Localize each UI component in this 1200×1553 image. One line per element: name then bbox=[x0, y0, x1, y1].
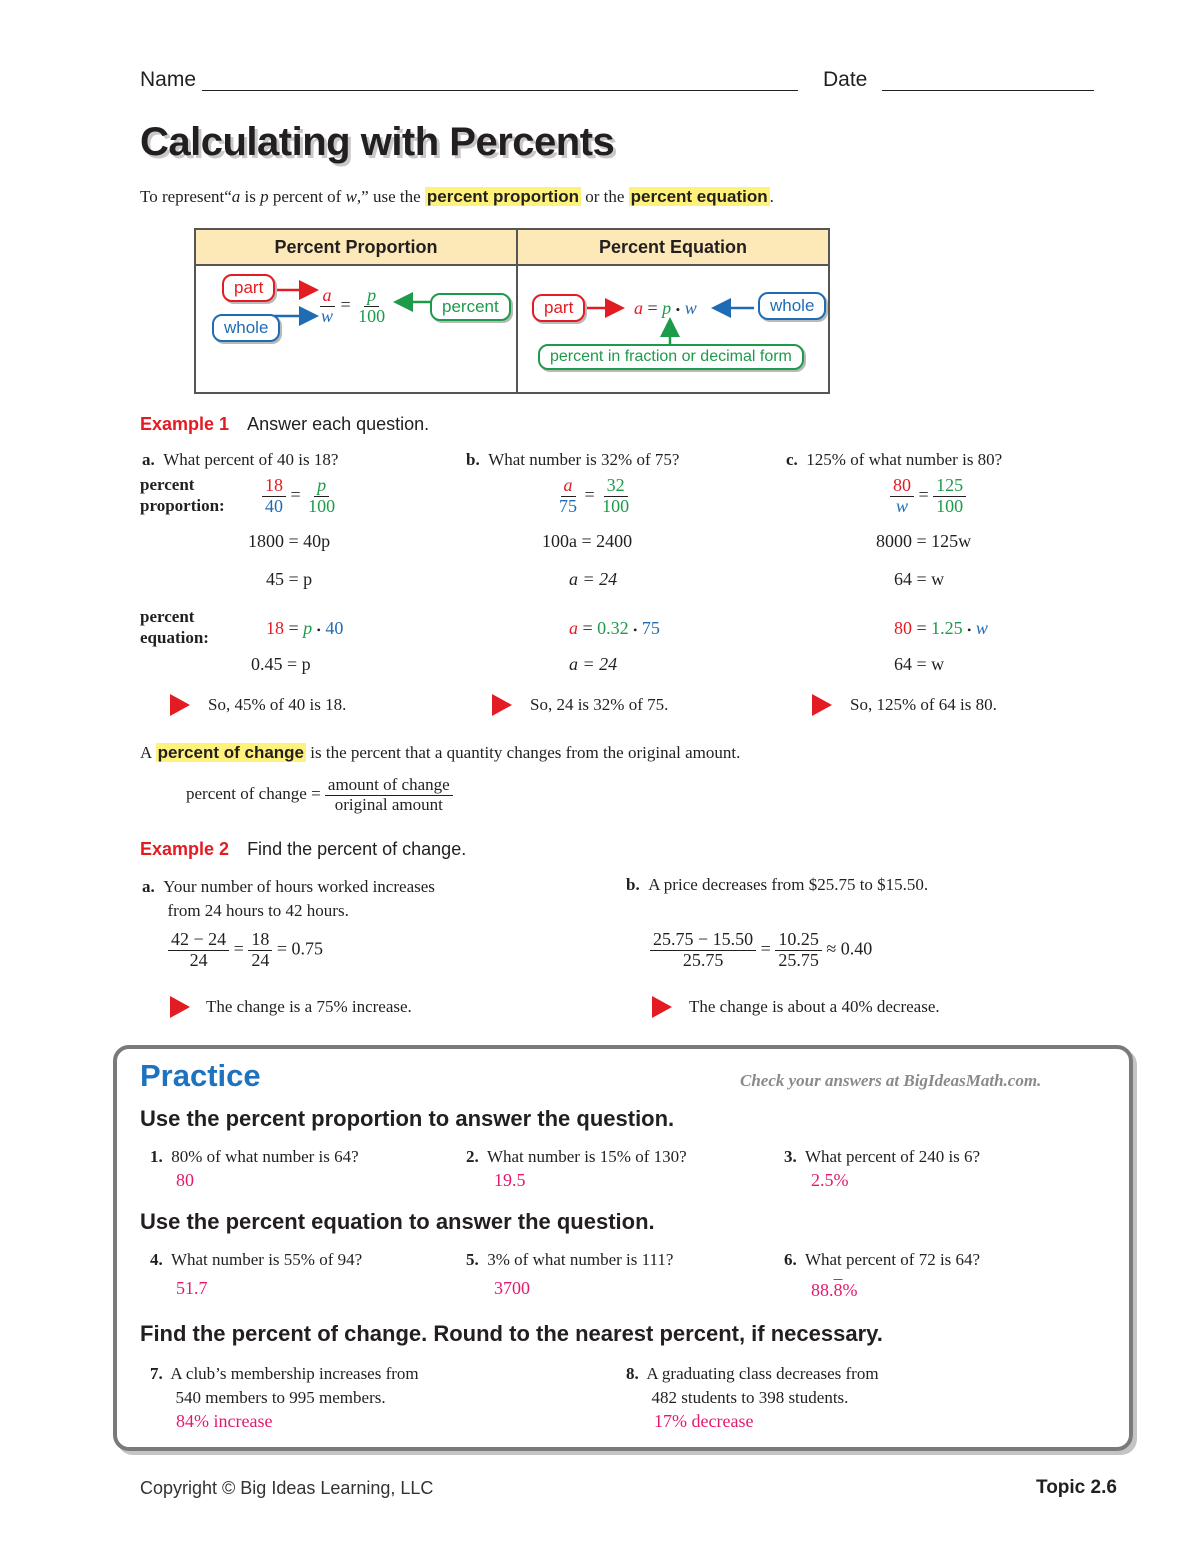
practice-item-4: 4. What number is 55% of 94? bbox=[150, 1250, 363, 1269]
ex2-a-answer-arrow-icon bbox=[170, 996, 190, 1023]
ex1-question-b: b. What number is 32% of 75? bbox=[466, 450, 680, 469]
ex1-b-answer: So, 24 is 32% of 75. bbox=[530, 695, 669, 714]
ex2-b-calculation: $\frac{25.75 - 15.50}{25.75}$ = $\frac{10.25}{25.75}$ ≈ 0.40 bbox=[650, 930, 872, 971]
ex2-b-answer: The change is about a 40% decrease. bbox=[689, 997, 940, 1016]
row-label-proportion: percent proportion: bbox=[140, 475, 225, 515]
ex1-a-proportion: $\frac{18}{40}$ = $\frac{p}{100}$ bbox=[262, 476, 338, 517]
practice-item-8: 8. A graduating class decreases from 482 students to 398 students. bbox=[626, 1364, 879, 1407]
proportion-formula: $\frac{a}{w}$ = $\frac{p}{100}$ bbox=[321, 285, 386, 326]
practice-answer-1: 80 bbox=[176, 1170, 194, 1190]
practice-item-2: 2. What number is 15% of 130? bbox=[466, 1147, 687, 1166]
check-answers-note: Check your answers at BigIdeasMath.com. bbox=[740, 1071, 1042, 1090]
page-title: Calculating with Percents bbox=[140, 120, 615, 164]
ex1-a-equation: 18 = p • 40 bbox=[266, 618, 344, 638]
ex1-c-step1: 8000 = 125w bbox=[876, 531, 972, 551]
practice-answer-2: 19.5 bbox=[494, 1170, 526, 1190]
ex1-b-answer-arrow-icon bbox=[492, 694, 512, 721]
term-percent-proportion: percent proportion bbox=[426, 187, 579, 206]
practice-item-5: 5. 3% of what number is 111? bbox=[466, 1250, 674, 1269]
ex1-b-proportion: $\frac{a}{75}$ = $\frac{32}{100}$ bbox=[559, 475, 630, 516]
name-label: Name bbox=[140, 68, 197, 91]
practice-item-6: 6. What percent of 72 is 64? bbox=[784, 1250, 981, 1269]
ex1-c-equation: 80 = 1.25 • w bbox=[894, 618, 988, 638]
ex1-c-step2: 64 = w bbox=[894, 569, 945, 589]
ex1-a-step1: 1800 = 40p bbox=[248, 531, 331, 551]
ex2-question-a: a. Your number of hours worked increases from 24 hours to 42 hours. bbox=[142, 877, 435, 920]
practice-answer-5: 3700 bbox=[494, 1278, 530, 1298]
example-2-heading: Example 2 Find the percent of change. bbox=[140, 839, 467, 859]
ex2-b-answer-arrow-icon bbox=[652, 996, 672, 1023]
ex1-c-answer-arrow-icon bbox=[812, 694, 832, 721]
ex1-question-a: a. What percent of 40 is 18? bbox=[142, 450, 339, 469]
practice-heading-3: Find the percent of change. Round to the nearest percent, if necessary. bbox=[140, 1321, 883, 1346]
row-label-equation: percent equation: bbox=[140, 607, 209, 647]
ex1-c-step3: 64 = w bbox=[894, 654, 945, 674]
percent-note-equation: percent in fraction or decimal form bbox=[538, 344, 804, 370]
practice-answer-8: 17% decrease bbox=[654, 1411, 754, 1431]
practice-answer-3: 2.5% bbox=[811, 1170, 849, 1190]
table-header-proportion: Percent Proportion bbox=[274, 237, 438, 257]
practice-item-1: 1. 80% of what number is 64? bbox=[150, 1147, 359, 1166]
percent-table bbox=[194, 228, 830, 394]
ex1-b-step1: 100a = 2400 bbox=[542, 531, 633, 551]
part-label-proportion: part bbox=[222, 274, 275, 302]
ex1-b-step2: a = 24 bbox=[569, 569, 618, 589]
term-percent-equation: percent equation bbox=[630, 187, 768, 206]
ex1-b-equation: a = 0.32 • 75 bbox=[569, 618, 660, 638]
practice-item-7: 7. A club’s membership increases from 540 members to 995 members. bbox=[150, 1364, 419, 1407]
example-1-heading: Example 1 Answer each question. bbox=[140, 414, 430, 434]
equation-formula: a = p • w bbox=[634, 298, 697, 318]
percent-of-change-formula: percent of change = $\frac{\text{amount of change}}{\text{original amount}}$ bbox=[186, 776, 453, 814]
ex1-c-answer: So, 125% of 64 is 80. bbox=[850, 695, 997, 714]
ex1-c-proportion: $\frac{80}{w}$ = $\frac{125}{100}$ bbox=[890, 476, 966, 517]
practice-answer-4: 51.7 bbox=[176, 1278, 208, 1298]
ex2-question-b: b. A price decreases from $25.75 to $15.50. bbox=[626, 875, 929, 894]
table-header-equation: Percent Equation bbox=[598, 237, 748, 257]
ex1-a-step2: 45 = p bbox=[266, 569, 313, 589]
ex1-a-answer-arrow-icon bbox=[170, 694, 190, 721]
ex2-a-calculation: $\frac{42 - 24}{24}$ = $\frac{18}{24}$ = 0.75 bbox=[168, 930, 323, 971]
whole-label-proportion: whole bbox=[212, 314, 280, 342]
percent-of-change-definition: A percent of change is the percent that a quantity changes from the original amount. bbox=[140, 743, 741, 762]
practice-heading-1: Use the percent proportion to answer the question. bbox=[140, 1106, 675, 1131]
practice-title: Practice bbox=[140, 1058, 261, 1093]
practice-answer-6: 88.8% bbox=[811, 1280, 858, 1300]
ex1-question-c: c. 125% of what number is 80? bbox=[786, 450, 1003, 469]
date-line[interactable] bbox=[882, 90, 1094, 91]
ex1-b-step3: a = 24 bbox=[569, 654, 618, 674]
equation-arrows bbox=[518, 264, 828, 392]
part-label-equation: part bbox=[532, 294, 585, 322]
name-line[interactable] bbox=[202, 90, 798, 91]
topic-label: Topic 2.6 bbox=[1036, 1477, 1117, 1498]
percent-label-proportion: percent bbox=[430, 293, 511, 321]
whole-label-equation: whole bbox=[758, 292, 826, 320]
practice-heading-2: Use the percent equation to answer the question. bbox=[140, 1209, 655, 1234]
practice-item-3: 3. What percent of 240 is 6? bbox=[784, 1147, 981, 1166]
term-percent-of-change: percent of change bbox=[157, 743, 305, 762]
ex1-a-answer: So, 45% of 40 is 18. bbox=[208, 695, 347, 714]
date-label: Date bbox=[823, 68, 868, 91]
practice-answer-7: 84% increase bbox=[176, 1411, 273, 1431]
ex1-a-step3: 0.45 = p bbox=[251, 654, 311, 674]
ex2-a-answer: The change is a 75% increase. bbox=[206, 997, 412, 1016]
copyright: Copyright © Big Ideas Learning, LLC bbox=[140, 1478, 434, 1498]
intro-text: To represent“a is p percent of w,” use the percent proportion or the percent equation . bbox=[140, 187, 774, 206]
